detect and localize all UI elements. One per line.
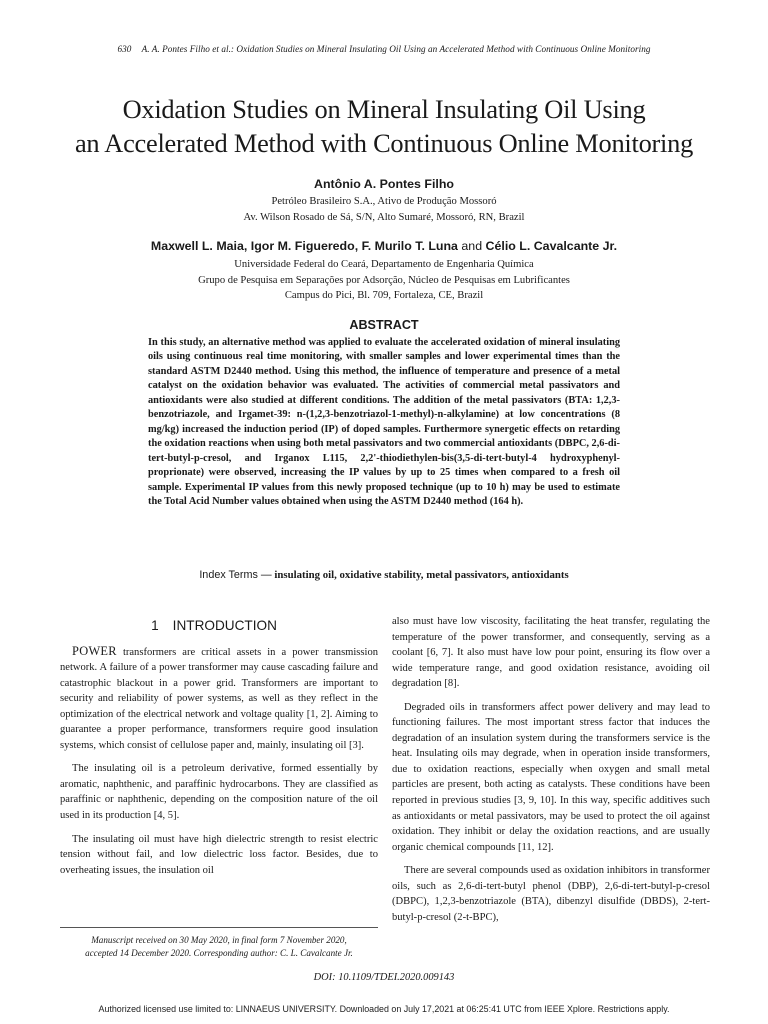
index-terms	[0, 569, 768, 581]
paragraph: The insulating oil must have high dielectric strength to resist electric tension without fail, and low dielectric loss factor. Besides, due to overheating issues, the insulation oil	[60, 833, 378, 876]
affiliation-line: Grupo de Pesquisa em Separações por Adsorção, Núcleo de Pesquisas em Lubrificantes	[198, 274, 570, 286]
section-title: INTRODUCTION	[172, 618, 277, 633]
paragraph: The insulating oil is a petroleum derivative, formed essentially by aromatic, naphthenic, and paraffinic hydrocarbons. They are classified as paraffinic or naphthenic, depending on the composition nature of the oil used in its production [4, 5].	[60, 763, 378, 822]
affiliation-line: Campus do Pici, Bl. 709, Fortaleza, CE, Brazil	[284, 290, 484, 301]
footnote-line: accepted 14 December 2020. Corresponding author: C. L. Cavalcante Jr.	[85, 948, 353, 959]
author-last: Célio L. Cavalcante Jr.	[485, 239, 618, 253]
abstract-body: In this study, an alternative method was applied to evaluate the accelerated oxidation of mineral insulating oils using continuous real time monitoring, with smaller samples and lower experimental times than the standard ASTM D2440 method. Using this method, the influence of temperature and presence of a metal catalyst on the oxidation behavior was evaluated. The activities of commercial metal passivators and antioxidants were also studied at different conditions. The addition of the metal passivators (BTA: 1,2,3-benzotriazole, and Irgamet-39: n-(1,2,3-benzotriazol-1-methyl)-n-alkylamine) at low concentrations (8 mg/kg) increased the induction period (IP) of doped samples. Furthermore synergetic effects on retarding the oxidation reactions when using both metal passivators and two commercial antioxidants (DBPC, 2,6-di-tert-butyl-p-cresol, and Irganox L115, 2,2'-thiodiethylen-bis(3,5-di-tert-butyl-4 hydroxyphenyl-proprionate) were observed, increasing the IP values by up to 25 times when compared to a fresh oil sample. Experimental IP values from this newly proposed technique (up to 10 h) may be used to estimate the Total Acid Number values obtained when using the ASTM D2440 method (164 h).	[148, 337, 620, 507]
running-head	[0, 44, 768, 54]
section-number: 1	[151, 618, 159, 633]
lead-word: POWER	[72, 643, 117, 658]
paragraph: also must have low viscosity, facilitating the heat transfer, regulating the temperature of the power transformer, and consequently, serving as a coolant [6, 7]. It also must have low pour point, ensuring its flow over a wide temperature range, and good oxidation resistance, avoiding oil degradation [8].	[392, 616, 710, 690]
author-group-affiliation	[0, 257, 768, 304]
paragraph: There are several compounds used as oxidation inhibitors in transformer oils, such as 2,6-di-tert-butyl phenol (DBP), 2,6-di-tert-butyl-p-cresol (DBPC), 1,2,3-benzotriazole (BTA), dibenzyl disulfide (DBDS), 2-tert-butyl-p-cresol (2-t-BPC),	[392, 865, 710, 923]
title-line-1: Oxidation Studies on Mineral Insulating Oil Using	[122, 94, 646, 124]
author-group	[0, 239, 768, 253]
author-conjunction: and	[461, 239, 483, 253]
affiliation-line: Petróleo Brasileiro S.A., Ativo de Produção Mossoró	[271, 196, 497, 207]
left-column	[60, 614, 378, 886]
footnote	[60, 934, 378, 961]
running-head-text: A. A. Pontes Filho et al.: Oxidation Studies on Mineral Insulating Oil Using an Accelerated Method with Continuous Online Monitoring	[141, 44, 651, 54]
license-notice: Authorized licensed use limited to: LINNAEUS UNIVERSITY. Downloaded on July 17,2021 at 06:25:41 UTC from IEEE Xplore. Restrictions apply.	[98, 1004, 670, 1014]
author-primary-affiliation	[0, 194, 768, 225]
index-terms-value: insulating oil, oxidative stability, metal passivators, antioxidants	[274, 569, 569, 581]
affiliation-line: Av. Wilson Rosado de Sá, S/N, Alto Sumaré, Mossoró, RN, Brazil	[243, 211, 525, 223]
doi: DOI: 10.1109/TDEI.2020.009143	[313, 972, 455, 983]
author-names: Maxwell L. Maia, Igor M. Figueredo, F. Murilo T. Luna	[150, 239, 458, 253]
page-number: 630	[117, 44, 132, 54]
index-terms-label: Index Terms —	[199, 569, 272, 581]
footnote-divider	[60, 927, 378, 928]
paper-title	[20, 92, 748, 160]
footnote-line: Manuscript received on 30 May 2020, in final form 7 November 2020,	[91, 935, 347, 945]
paragraph	[60, 644, 378, 754]
paragraph: Degraded oils in transformers affect power delivery and may lead to functioning failures. The most important stress factor that induces the degradation of an insulation system during the transformers service is the heat. Insulating oils may degrade, when in operation inside transformers, due to oxidation reactions, especially when oxygen and small metal particles are present, both acting as catalysts. These conditions have been reported in previous studies [3, 9, 10]. In this way, specific additives such as antioxidants or metal passivators, may be used to protect the oil against oxidation. They inhibit or delay the oxidation reactions, and are usually organic chemical compounds [11, 12].	[392, 701, 710, 853]
section-heading	[60, 618, 378, 634]
affiliation-line: Universidade Federal do Ceará, Departamento de Engenharia Química	[234, 259, 534, 270]
author-primary: Antônio A. Pontes Filho	[314, 177, 454, 191]
title-line-2: an Accelerated Method with Continuous Online Monitoring	[74, 128, 694, 158]
paragraph-text: transformers are critical assets in a power transmission network. A failure of a power transformer may cause cascading failure and catastrophic blackout in a power grid. Transformers are important to security and reliability of power systems, as well as they reflect in the optimization of the electrical network and voltage quality [1, 2]. Aiming to guarantee a proper performance, transformers require good insulation systems, which consist of cellulose paper and, mainly, insulating oil [3].	[60, 646, 378, 751]
right-column	[392, 614, 710, 933]
abstract-heading: ABSTRACT	[349, 318, 419, 332]
